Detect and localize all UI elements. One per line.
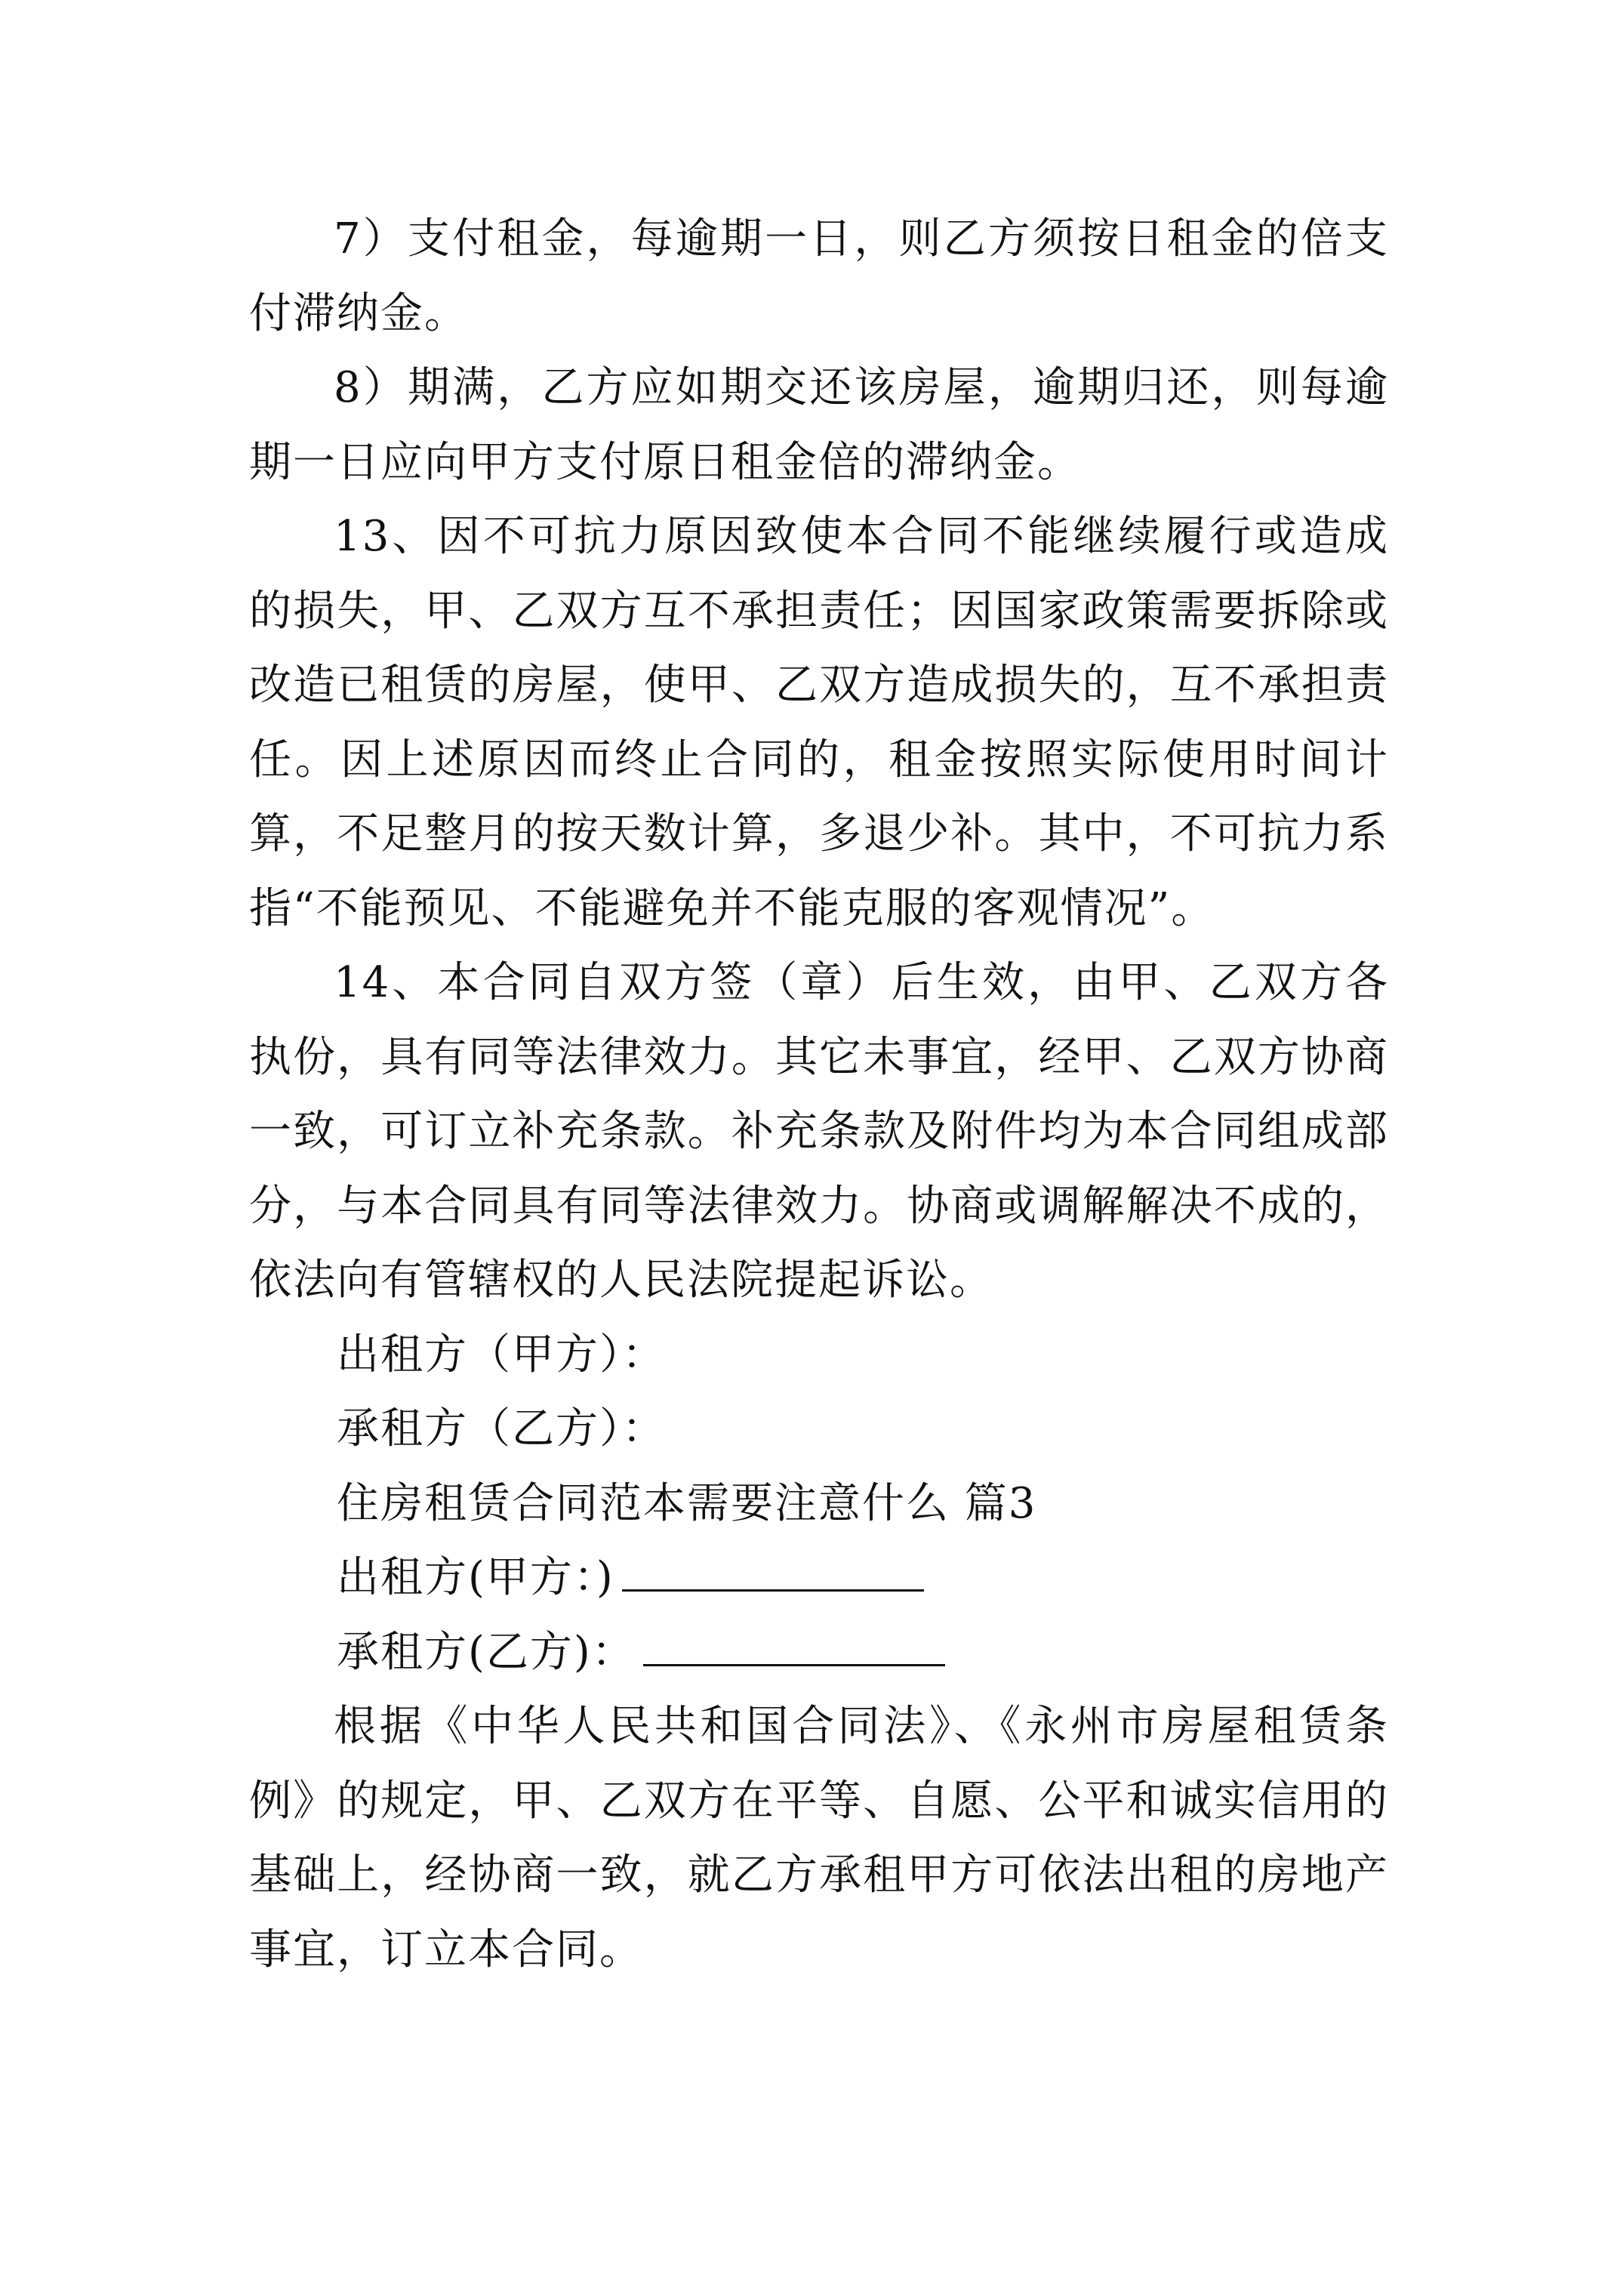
lessee-fill-line xyxy=(249,1616,1389,1690)
lessor-signature-label: 出租方（甲方）： xyxy=(337,1330,666,1379)
lessor-fill-line xyxy=(249,1541,1389,1616)
clause-7-paragraph: 7）支付租金，每逾期一日，则乙方须按日租金的倍支付滞纳金。 xyxy=(249,214,1389,338)
clause-13-paragraph: 13、因不可抗力原因致使本合同不能继续履行或造成的损失，甲、乙双方互不承担责任；因国家政策需要拆除或改造已租赁的房屋，使甲、乙双方造成损失的，互不承担责任。因上述原因而终止合同的，租金按照实际使用时间计算，不足整月的按天数计算，多退少补。其中，不可抗力系指“不能预见、不能避免并不能克服的客观情况”。 xyxy=(249,512,1389,933)
lessee-blank-underline xyxy=(643,1620,945,1666)
lessee-fill-label: 承租方(乙方)： xyxy=(337,1627,636,1677)
contract-preamble-paragraph: 根据《中华人民共和国合同法》、《永州市房屋租赁条例》的规定，甲、乙双方在平等、自愿、公平和诚实信用的基础上，经协商一致，就乙方承租甲方可依法出租的房地产事宜，订立本合同。 xyxy=(249,1702,1389,1974)
lessee-signature-label: 承租方（乙方）： xyxy=(337,1404,666,1453)
clause-8-paragraph: 8）期满，乙方应如期交还该房屋，逾期归还，则每逾期一日应向甲方支付原日租金倍的滞纳金。 xyxy=(249,363,1389,487)
clause-14-paragraph: 14、本合同自双方签（章）后生效，由甲、乙双方各执份，具有同等法律效力。其它未事宜，经甲、乙双方协商一致，可订立补充条款。补充条款及附件均为本合同组成部分，与本合同具有同等法律效力。协商或调解解决不成的，依法向有管辖权的人民法院提起诉讼。 xyxy=(249,958,1389,1305)
document-page xyxy=(249,202,1389,1987)
lessor-blank-underline xyxy=(622,1546,924,1592)
section-heading: 住房租赁合同范本需要注意什么 篇3 xyxy=(337,1478,1037,1528)
lessor-fill-label: 出租方(甲方：) xyxy=(337,1553,614,1602)
